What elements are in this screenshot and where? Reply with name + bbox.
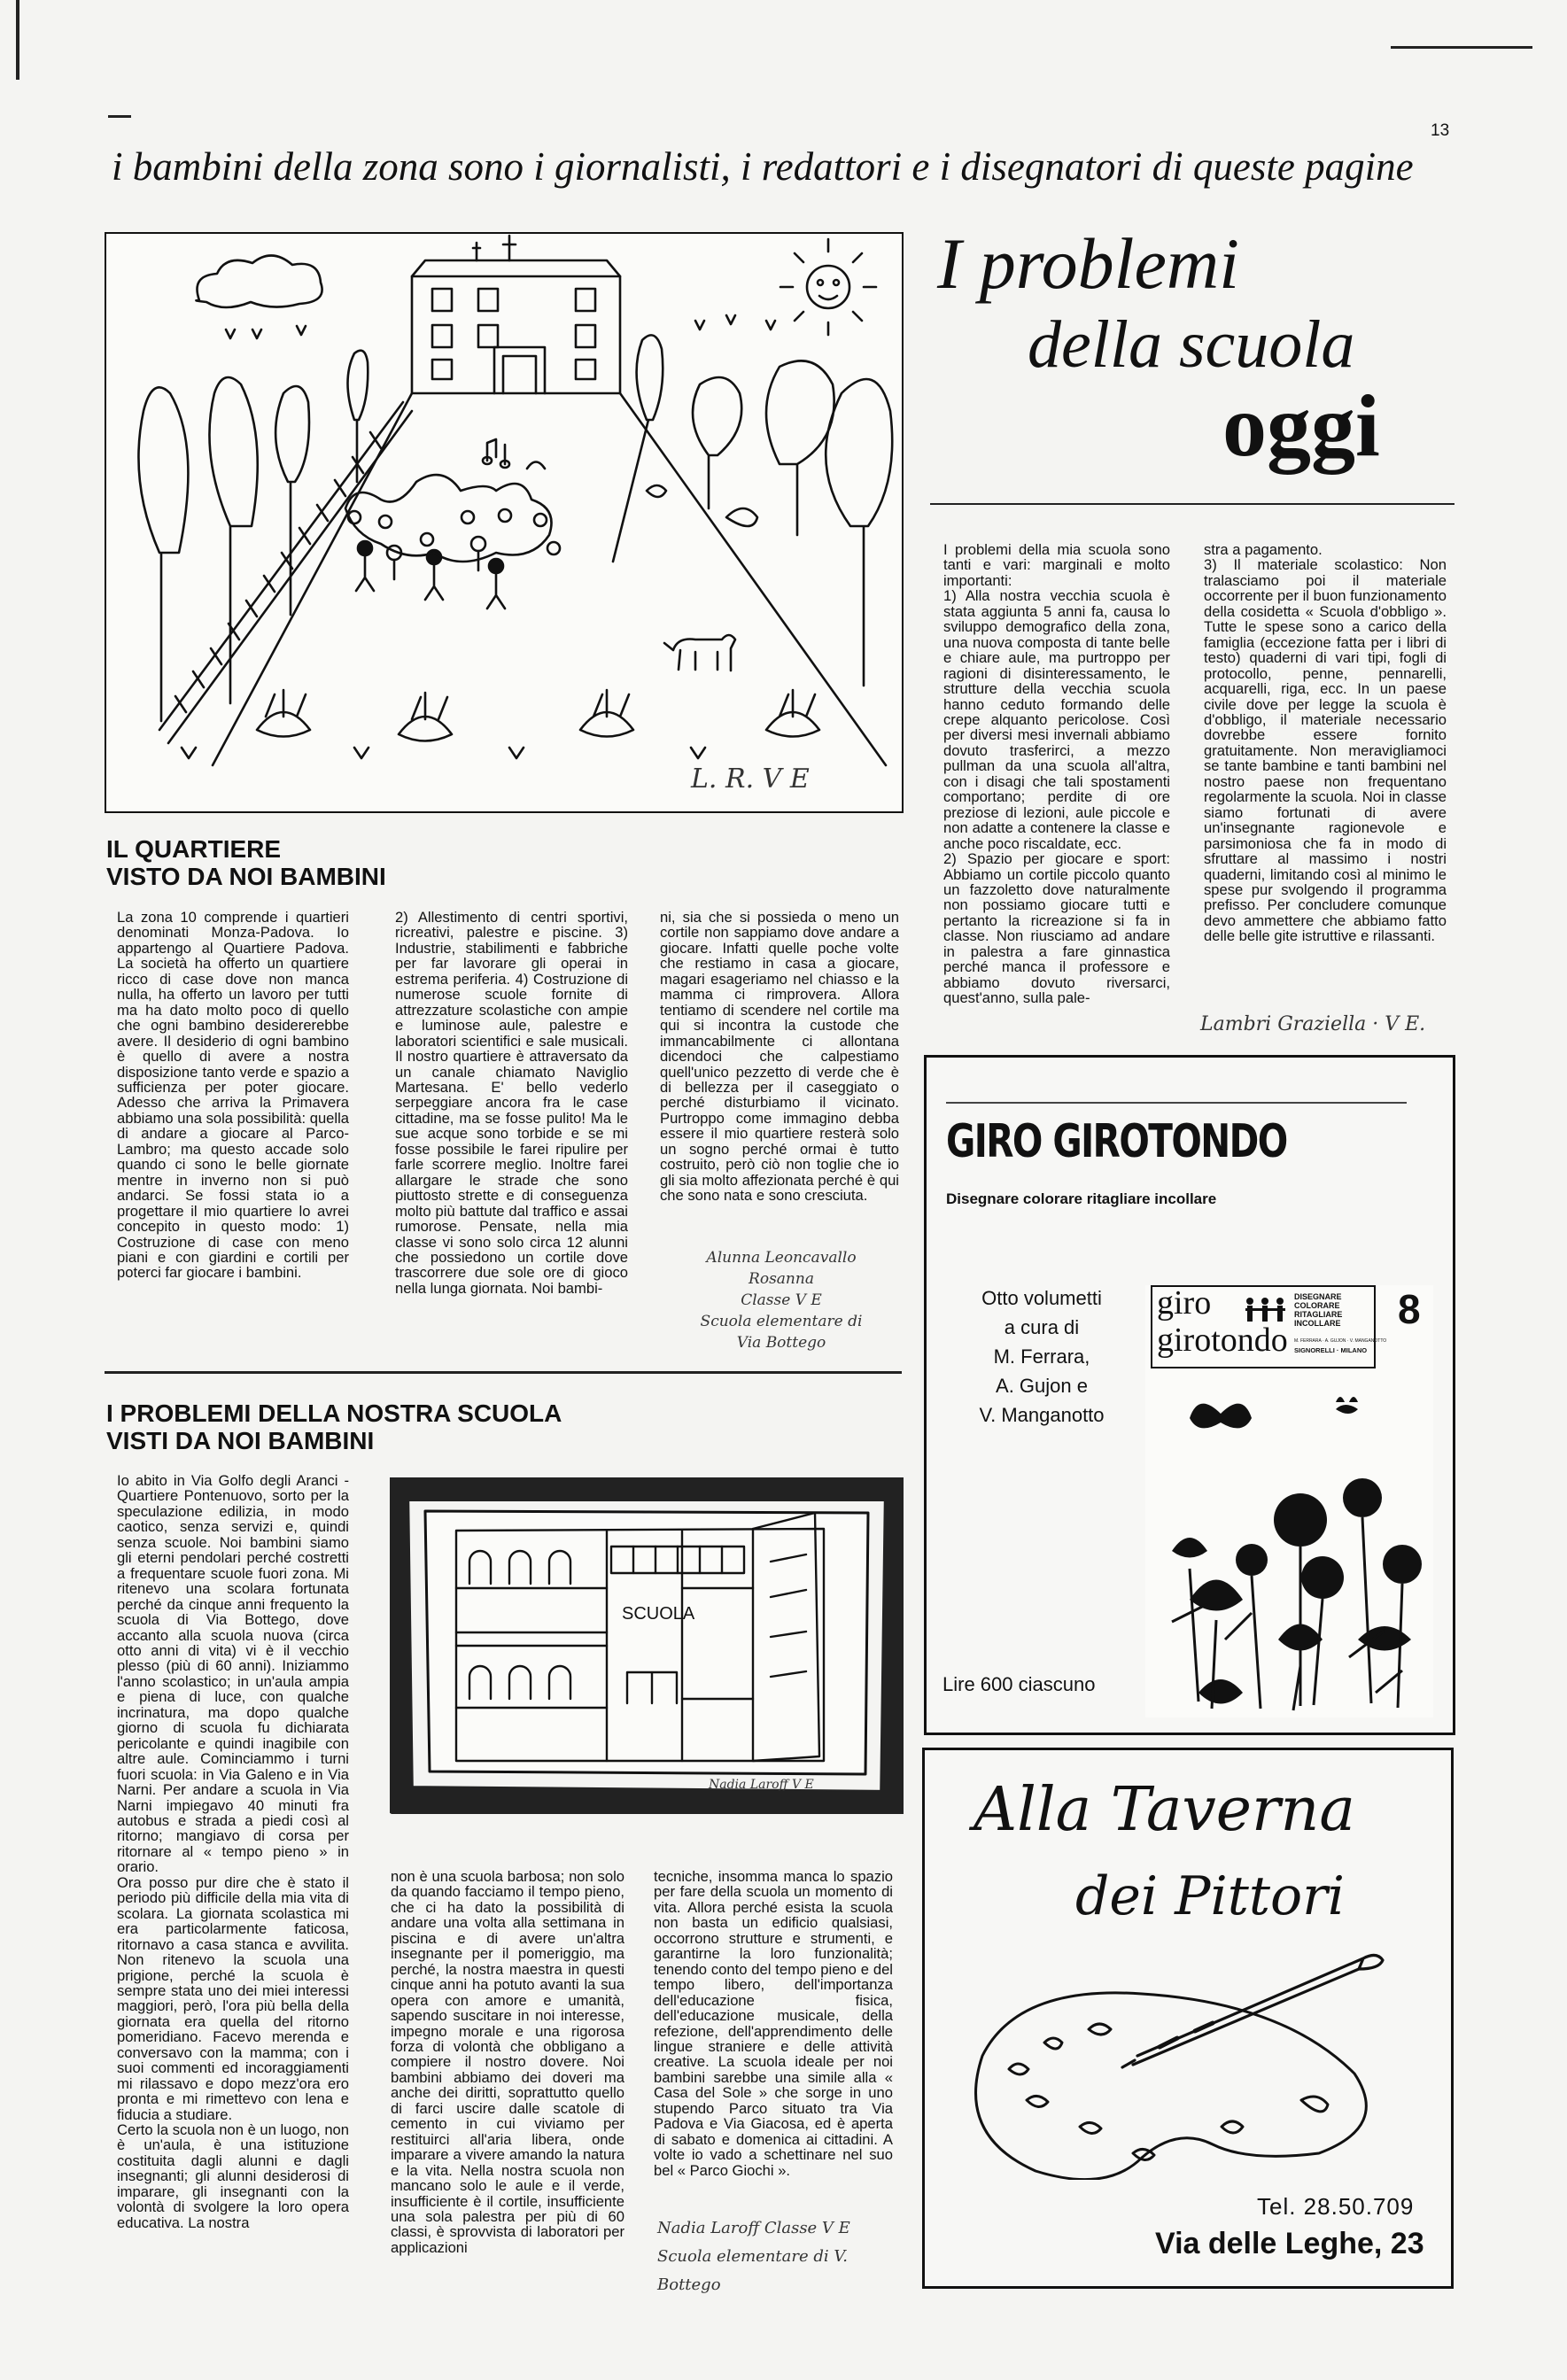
book-number: 8 — [1398, 1286, 1421, 1332]
feature-signature: Lambri Graziella · V E. — [1200, 1013, 1426, 1035]
quartiere-signature-line3: Scuola elementare di — [700, 1313, 863, 1330]
cloud-icon — [196, 255, 322, 307]
giro-desc-line2: a cura di — [1004, 1316, 1080, 1338]
book-tagline — [1294, 1292, 1342, 1328]
book-tagline-4: INCOLLARE — [1294, 1319, 1341, 1328]
quartiere-column-3: ni, sia che si possieda o meno un cortile non sappiamo dove andare a giocare. Infatti quelle poche volte che restiamo in casa a giocare, magari esageriamo nel chiasso e la mamma ci rimprovera. Allora tentiamo di scendere nel cortile ma qui si incontra la custode che immancabilmente ci allontana dicendoci che calpestiamo quell'unico pezzetto di verde che è di bellezza per il caseggiato o perché disturbiamo il vicinato. Purtroppo come immagino debba essere il mio quartiere resterà solo un sogno perché ormai è tutto costruito, però ciò non toglie che io gli sia molto affezionata perché è qui che sono nata e sono cresciuta. — [660, 909, 899, 1205]
feature-para-4: stra a pagamento. — [1204, 541, 1323, 558]
problemi-column-3: tecniche, insomma manca lo spazio per fare della scuola un momento di vita. Allora perché esista la scuola non basta un edificio qualsiasi, occorrono strutture e strumenti, e garantirne la loro funzionalità; tenendo conto del tempo pieno e del tempo libero, dell'importanza dell'educazione fisica, dell'educazione musicale, della refezione, dell'apprendimento delle lingue straniere e delle attività creative. La scuola ideale per noi bambini sarebbe una simile alla « Casa del Sole » che sorge in uno stupendo Parco situato tra Via Padova e Via Giacosa, ed è aperta di sabato e domenica ai cittadini. A volte io vado a schettinare nel suo bel « Parco Giochi ». — [654, 1868, 893, 2179]
problemi-signature-line1: Nadia Laroff Classe V E — [657, 2219, 850, 2237]
giro-ad-description — [953, 1283, 1130, 1430]
book-logo — [1151, 1284, 1387, 1368]
brush-icon — [1122, 1955, 1383, 2067]
giro-desc-line5: V. Manganotto — [979, 1404, 1105, 1426]
section-rule — [105, 1371, 902, 1374]
music-notes — [483, 439, 545, 469]
sun-icon — [807, 266, 849, 308]
quartiere-headline-line1: IL QUARTIERE — [106, 835, 282, 863]
problemi-para-1: Io abito in Via Golfo degli Aranci - Quartiere Pontenuovo, sorto per la speculazione edilizia, in modo caotico, senza servizi e, quindi senza scuole. Noi bambini siamo gli eterni pendolari perché costretti a frequentare scuole fuori zona. Mi ritenevo una scolara fortunata perché da cinque anni frequento la scuola di Via Bottego, dove accanto alla scuola nuova (circa otto anni di vita) vi è il vecchio plesso (più di 60 anni). Iniziammo l'anno scolastico; in un'aula ampia e piena di luce, con qualche incrinatura, ma dopo qualche giorno di scuola fu dichiarata pericolante e quindi inagibile con altre aule. Cominciammo i turni fuori scuola: in Via Galeno e in Via Narni. Per andare a scuola in Via Narni impiegavo 40 minuti fra autobus e strada a piedi così al ritorno; mangiavo di corsa per ritornare al « tempo pieno » in orario. — [117, 1472, 349, 1876]
building-label: SCUOLA — [622, 1604, 695, 1624]
quartiere-headline-line2: VISTO DA NOI BAMBINI — [106, 863, 386, 890]
feature-title-line1: I problemi — [937, 223, 1239, 304]
giro-ad-title: GIRO GIROTONDO — [946, 1115, 1287, 1168]
quartiere-signature-line1: Alunna Leoncavallo Rosanna — [706, 1249, 857, 1288]
feature-column-1 — [943, 542, 1170, 1006]
quartiere-headline — [106, 835, 638, 890]
scan-edge — [16, 0, 19, 80]
taverna-line2: dei Pittori — [1075, 1865, 1345, 1927]
giro-desc-line1: Otto volumetti — [981, 1287, 1102, 1309]
taverna-ad — [922, 1748, 1454, 2289]
school-building — [412, 276, 620, 393]
giro-ad-price: Lire 600 ciascuno — [943, 1673, 1096, 1695]
drawing-quartiere — [105, 232, 904, 813]
fence — [159, 402, 412, 743]
poppies-illustration — [1145, 1374, 1433, 1715]
tree-icon — [138, 387, 188, 721]
problemi-headline-line1: I PROBLEMI DELLA NOSTRA SCUOLA — [106, 1399, 562, 1427]
taverna-phone: Tel. 28.50.709 — [1257, 2193, 1415, 2220]
book-tagline-1: DISEGNARE — [1294, 1292, 1342, 1301]
children-dancing — [345, 475, 560, 609]
top-rule — [1391, 46, 1532, 49]
book-logo-line1: giro — [1157, 1284, 1212, 1322]
book-logo-line2: girotondo — [1157, 1322, 1288, 1359]
quartiere-column-2: 2) Allestimento di centri sportivi, ricreativi, palestre e piscine. 3) Industrie, stabilimenti e fabbriche per far lavorare gli operai in estrema periferia. 4) Costruzione di numerose scuole fornite di attrezzature scolastiche con ampie e luminose aule, palestre e laboratori scientifici e sale musicali. Il nostro quartiere è attraversato da un canale chiamato Naviglio Martesana. E' bello vederlo serpeggiare ancora fra le case cittadine, ma se fosse pulito! Ma le sue acque sono torbide e se mi fosse possibile le farei ripulire per farle scorrere meglio. Inoltre farei allargare le strade che sono piuttosto strette e di conseguenza molto più battute dal traffico e assai rumorose. Pensate, nella mia classe vi sono solo circa 12 alunni che possiedono un cortile dove trascorrere due sole ore di gioco nella lunga giornata. Noi bambi- — [395, 909, 628, 1297]
taverna-address: Via delle Leghe, 23 — [1155, 2227, 1424, 2260]
page-number: 13 — [1431, 121, 1450, 140]
giro-ad-rule — [946, 1102, 1407, 1104]
feature-para-5: 3) Il materiale scolastico: Non tralasciamo poi il materiale occorrente per il buon funzionamento della cosidetta « Scuola d'obbligo ». Tutte le spese sono a carico della famiglia (eccezione fatta per i libri di testo) quaderni di vari tipi, fogli di protocollo, penne, pennarelli, acquarelli, riga, ecc. In un paese civile dove per legge la scuola è d'obbligo, il materiale necessario dovrebbe essere fornito gratuitamente. Non meravigliamoci se tante bambine e tanti bambini nel nostro paese non frequentano regolarmente la scuola. Noi in classe siamo fortunati di avere un'insegnante ragionevole e parsimoniosa che fa in modo di sfruttare al massimo i nostri quaderni, limitando così al minimo le spese pur svolgendo il programma prefisso. Per concludere comunque devo ammettere che abbiamo fatto delle belle gite istruttive e rilassanti. — [1204, 556, 1447, 945]
problemi-column-1 — [117, 1473, 349, 2230]
problemi-column-2: non è una scuola barbosa; non solo da quando facciamo il tempo pieno, che ci ha dato la possibilità di andare una volta alla settimana in piscina e di avere un'altra insegnante per il pomeriggio, ma perché, la nostra maestra in questi cinque anni ha potuto avanti la sua opera con amore e umanità, sapendo suscitare in noi interesse, impegno morale e una rigorosa forza di volontà che obbligano a compiere il nostro dovere. Noi bambini abbiamo dei doveri ma anche dei diritti, soprattutto quello di farci uscire dalle scatole di cemento in cui viviamo per restituirci all'aria libera, onde imparare a vivere amando la natura e la vita. Nella nostra scuola non mancano solo le aule e il verde, insufficiente è il cortile, insufficiente una sola palestra per più di 60 classi, è sprovvista di laboratori per applicazioni — [391, 1868, 624, 2256]
giro-ad — [924, 1055, 1455, 1735]
giro-desc-line4: A. Gujon e — [996, 1375, 1088, 1397]
book-tagline-3: RITAGLIARE — [1294, 1310, 1343, 1319]
feature-para-2: 1) Alla nostra vecchia scuola è stata aggiunta 5 anni fa, causa lo sviluppo demografico della zona, una nuova composta di tante belle e chiare aule, ma purtroppo per ragioni di disinteressamento, le strutture della vecchia scuola hanno ceduto formando delle crepe alquanto pericolose. Così per diversi mesi invernali abbiamo dovuto trasferirci, a mezzo pullman da una scuola all'altra, con i disagi che tali spostamenti comportano; perdite di ore preziose di lezioni, aule piccole e non adatte a contenere la classe e anche poco riscaldate, ecc. — [943, 587, 1170, 852]
bee-icon — [1336, 1397, 1358, 1414]
book-authors: M. FERRARA · A. GUJON · V. MANGANOTTO — [1294, 1338, 1387, 1344]
feature-rule — [930, 503, 1455, 505]
page-header: i bambini della zona sono i giornalisti, i redattori e i disegnatori di queste pagine — [112, 144, 1414, 189]
problemi-headline — [106, 1399, 904, 1454]
taverna-line1: Alla Taverna — [974, 1775, 1355, 1845]
feature-title-line2: della scuola — [1028, 307, 1355, 382]
problemi-para-2: Ora posso pur dire che è stato il periodo più difficile della mia vita di scolara. La giornata scolastica mi era particolarmente faticosa, ritornavo a casa stanca e avvilita. Non ritenevo la scuola una prigione, perché la scuola è sempre stata uno dei miei interessi maggiori, però, l'ora più bella della giornata era quella del ritorno pomeridiano. Facevo merenda e conversavo con la mamma; con i suoi commenti ed incoraggiamenti mi rilassavo e dopo mezz'ora ero pronta e mi rimettevo con lena e fiducia a studiare. — [117, 1873, 349, 2123]
quartiere-signature-line4: Via Bottego — [736, 1334, 826, 1352]
dog-icon — [664, 635, 735, 671]
drawing-scuola — [390, 1477, 904, 1814]
quartiere-signature — [675, 1247, 888, 1353]
corner-mark — [108, 115, 131, 118]
drawing2-signature: Nadia Laroff V E — [709, 1778, 814, 1792]
problemi-para-3: Certo la scuola non è un luogo, non è un'aula, è una istituzione costituita dagli alunni e dagli insegnanti; gli alunni desiderosi di imparare, gli insegnanti con la volontà di svolgere la loro opera educativa. La nostra — [117, 2121, 349, 2231]
quartiere-signature-line2: Classe V E — [741, 1291, 822, 1309]
problemi-headline-line2: VISTI DA NOI BAMBINI — [106, 1427, 375, 1454]
feature-para-1: I problemi della mia scuola sono tanti e vari: marginali e molto importanti: — [943, 541, 1170, 589]
drawing-signature: L. R. V E — [691, 764, 810, 795]
flower-bushes — [182, 690, 819, 758]
problemi-signature — [657, 2214, 896, 2299]
feature-para-3: 2) Spazio per giocare e sport: Abbiamo un cortile piccolo quanto un fazzoletto dove naturalmente non possiamo giocare tutti e pertanto la ricreazione si fa in classe. Non riusciamo ad andare in palestra a fare ginnastica perché manca il professore e abbiamo dovuto riversarci, quest'anno, sulla pale- — [943, 850, 1170, 1007]
book-publisher: SIGNORELLI · MILANO — [1294, 1346, 1368, 1354]
feature-column-2 — [1204, 542, 1447, 944]
feature-title-line3: oggi — [1222, 376, 1380, 475]
quartiere-column-1: La zona 10 comprende i quartieri denominati Monza-Padova. Io appartengo al Quartiere Padova. La società ha offerto un quartiere ricco di case dove non manca nulla, ha offerto un lavoro per tutti ma ha dato molto poco di quello che ogni bambino desidererebbe avere. Il desiderio di ogni bambino è quello di avere a nostra disposizione tanto verde e spazio a sufficienza per poter giocare. Adesso che arriva la Primavera abbiamo una sola possibilità: quella di andare a giocare al Parco-Lambro; ma questo accade solo quando ci sono le belle giornate mentre in inverno non si può andarci. Se fossi stata io a progettare il mio quartiere lo avrei concepito in questo modo: 1) Costruzione di case con meno piani e con giardini e cortili per poterci far giocare i bambini. — [117, 909, 349, 1282]
giro-desc-line3: M. Ferrara, — [993, 1345, 1090, 1368]
book-cover — [1145, 1285, 1433, 1717]
kids-icon — [1241, 1296, 1290, 1331]
butterfly-icon — [1190, 1404, 1252, 1429]
problemi-signature-line2: Scuola elementare di V. Bottego — [657, 2247, 848, 2294]
palette-icon — [947, 1950, 1408, 2180]
giro-ad-subtitle: Disegnare colorare ritagliare incollare — [946, 1190, 1217, 1207]
book-tagline-2: COLORARE — [1294, 1301, 1340, 1310]
